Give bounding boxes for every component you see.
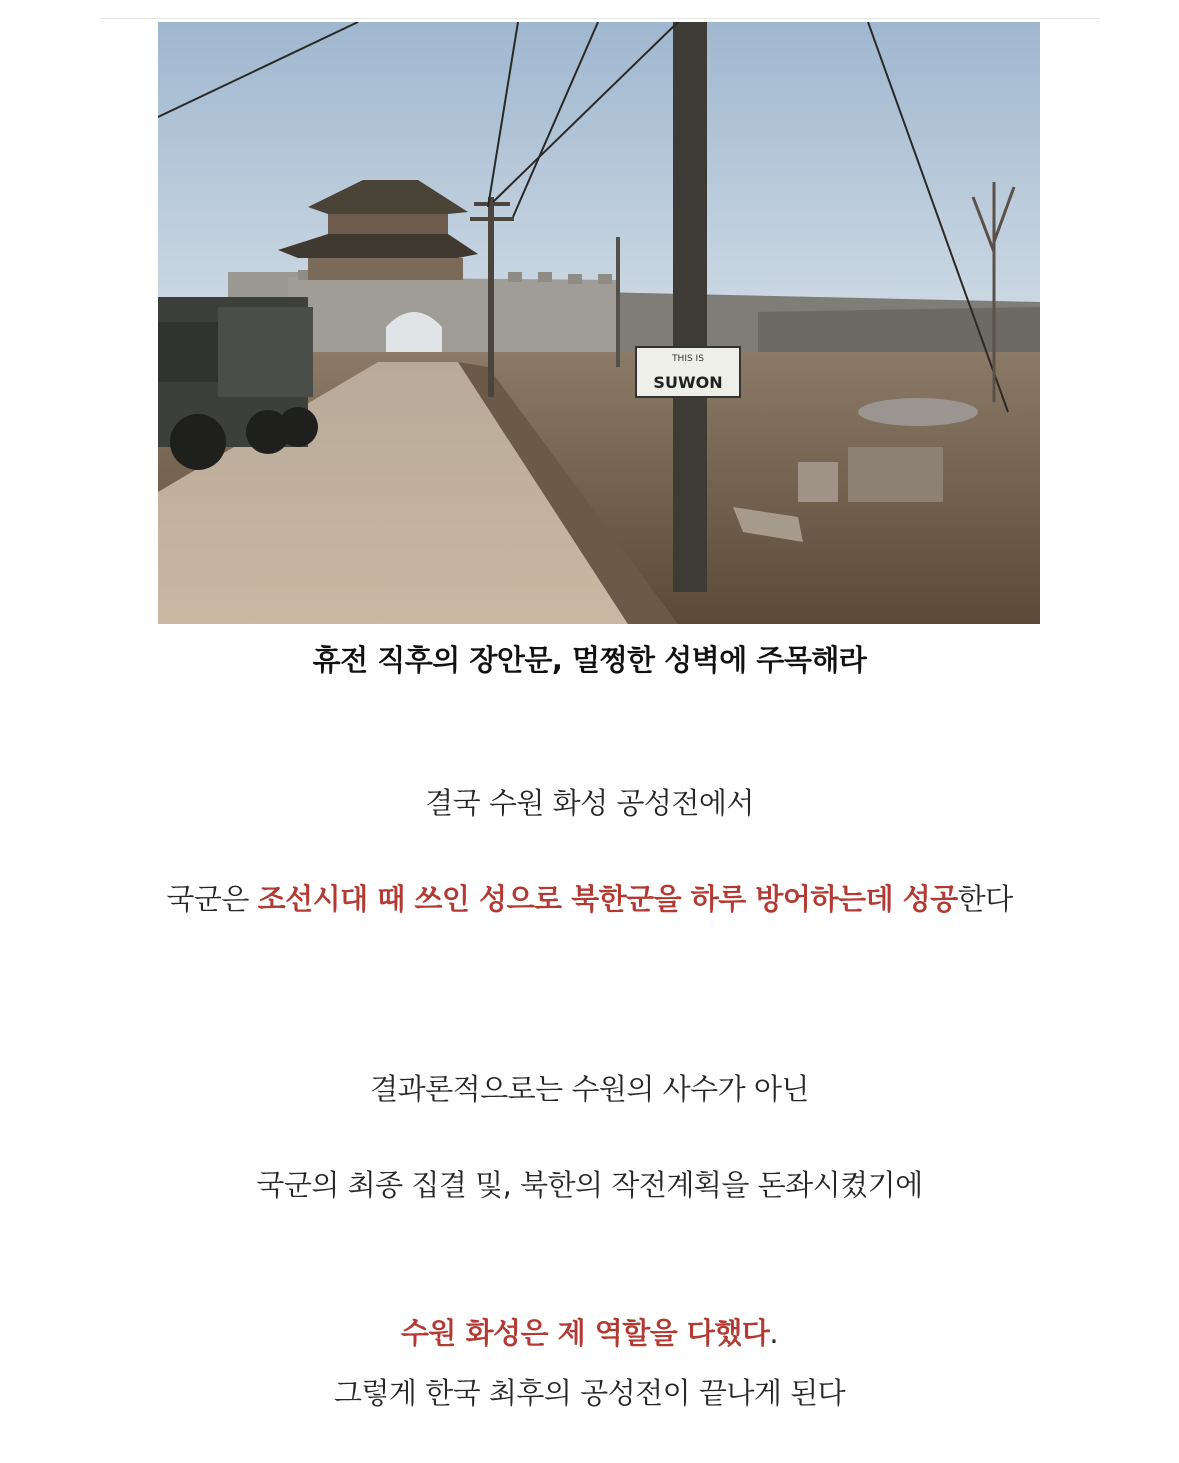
suwon-gate-photo (158, 22, 1040, 624)
paragraph-5-end: . (769, 1316, 779, 1350)
paragraph-3: 결과론적으로는 수원의 사수가 아닌 (370, 1072, 809, 1106)
paragraph-6: 그렇게 한국 최후의 공성전이 끝나게 된다 (333, 1376, 846, 1410)
paragraph-2-start: 국군은 (166, 882, 258, 916)
paragraph-2-highlight: 조선시대 때 쓰인 성으로 북한군을 하루 방어하는데 성공 (257, 882, 958, 916)
paragraph-4: 국군의 최종 집결 및, 북한의 작전계획을 돈좌시켰기에 (256, 1168, 923, 1202)
paragraph-5-highlight: 수원 화성은 제 역할을 다했다 (400, 1316, 770, 1350)
sign-line1-text: THIS IS (672, 354, 704, 364)
paragraph-5 (150, 1308, 1029, 1358)
paragraph-2-end: 한다 (957, 882, 1013, 916)
sign-line2-text: SUWON (653, 373, 723, 392)
paragraph-2 (150, 874, 1029, 924)
photo-caption: 휴전 직후의 장안문, 멀쩡한 성벽에 주목해라 (312, 643, 867, 677)
top-divider (100, 18, 1100, 19)
paragraph-1: 결국 수원 화성 공성전에서 (425, 786, 754, 820)
